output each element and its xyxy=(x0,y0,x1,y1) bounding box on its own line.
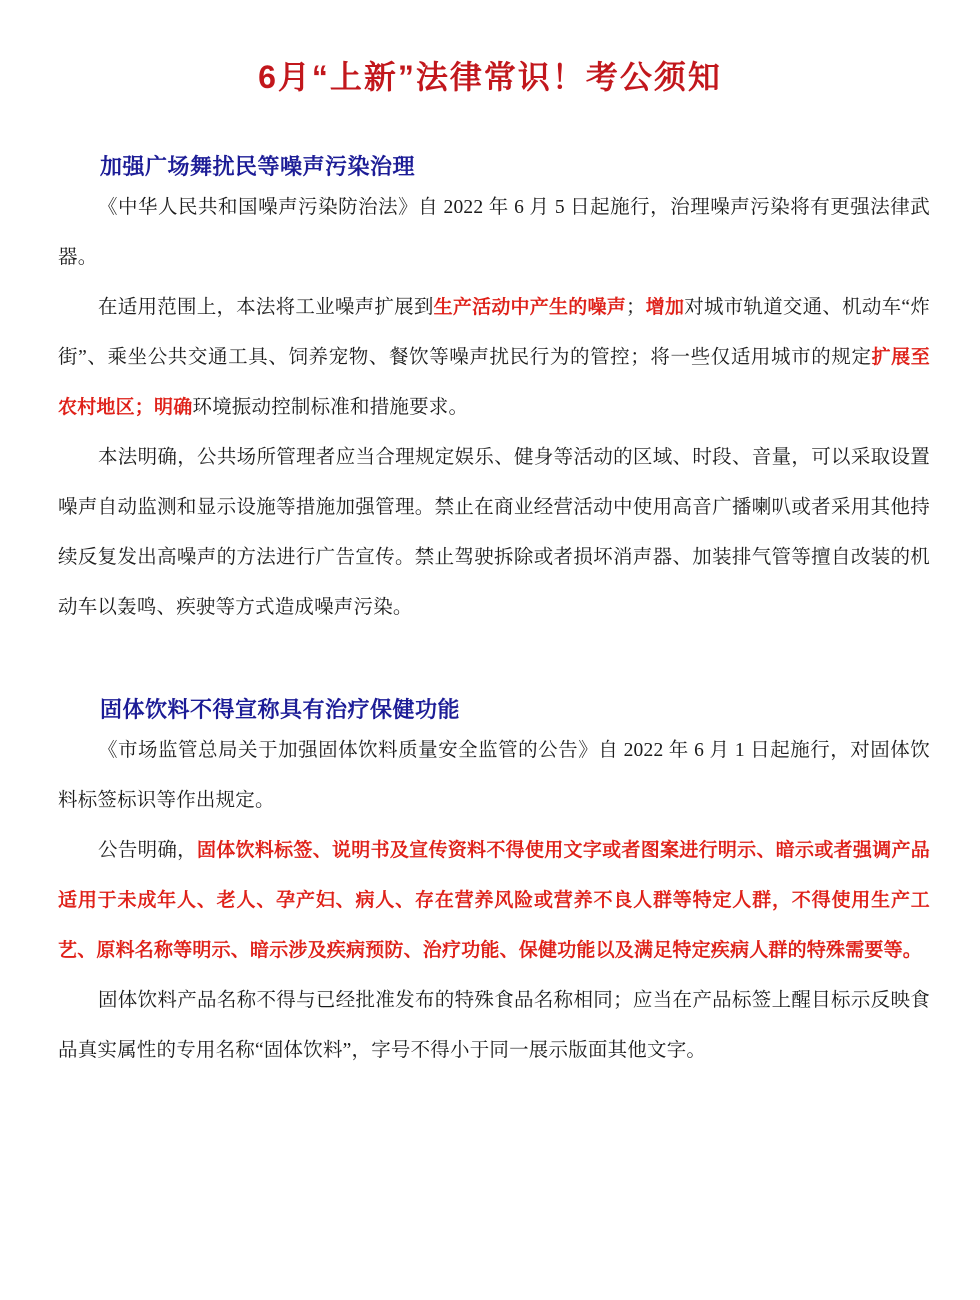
body-text: 固体饮料产品名称不得与已经批准发布的特殊食品名称相同；应当在产品标签上醒目标示反映食品真实属性的专用名称“固体饮料”，字号不得小于同一展示版面其他文字。 xyxy=(58,989,930,1061)
emphasis-text: 固体饮料标签、说明书及宣传资料不得使用文字或者图案进行明示、暗示或者强调产品适用于未成年人、老人、孕产妇、病人、存在营养风险或营养不良人群等特定人群，不得使用生产工艺、原料名称等明示、暗示涉及疾病预防、治疗功能、保健功能以及满足特定疾病人群的特殊需要等。 xyxy=(58,839,930,961)
emphasis-text: 扩展至农村地区；明确 xyxy=(58,347,930,419)
body-text: 公告明确， xyxy=(98,839,197,861)
page-title: 6月“上新”法律常识！考公须知 xyxy=(258,59,722,95)
paragraph-noise-law-public-venues xyxy=(58,433,930,633)
document-body xyxy=(0,152,980,1076)
emphasis-text: 增加 xyxy=(645,297,685,319)
paragraph-noise-law-scope xyxy=(58,283,930,433)
body-text: 对城市轨道交通、机动车“炸街”、乘坐公共交通工具、饲养宠物、餐饮等噪声扰民行为的管控；将一些仅适用城市的规定 xyxy=(58,297,930,369)
paragraph-noise-law-effective-date xyxy=(58,183,930,283)
section-heading-solid-beverage: 固体饮料不得宣称具有治疗保健功能 xyxy=(100,697,461,723)
body-text: ； xyxy=(626,297,646,319)
emphasis-text: 生产活动中产生的噪声 xyxy=(433,297,626,319)
section-heading-noise-pollution: 加强广场舞扰民等噪声污染治理 xyxy=(100,154,416,180)
body-text: 环境振动控制标准和措施要求。 xyxy=(192,397,469,419)
body-text: 《中华人民共和国噪声污染防治法》自 2022 年 6 月 5 日起施行，治理噪声污染将有更强法律武器。 xyxy=(58,197,930,269)
paragraph-beverage-label-restrictions xyxy=(58,826,930,976)
body-text: 本法明确，公共场所管理者应当合理规定娱乐、健身等活动的区域、时段、音量，可以采取设置噪声自动监测和显示设施等措施加强管理。禁止在商业经营活动中使用高音广播喇叭或者采用其他持续反复发出高噪声的方法进行广告宣传。禁止驾驶拆除或者损坏消声器、加装排气管等擅自改装的机动车以轰鸣、疾驶等方式造成噪声污染。 xyxy=(58,447,930,619)
paragraph-beverage-announcement-date xyxy=(58,726,930,826)
body-text: 在适用范围上，本法将工业噪声扩展到 xyxy=(98,297,434,319)
paragraph-beverage-product-name xyxy=(58,976,930,1076)
body-text: 《市场监管总局关于加强固体饮料质量安全监管的公告》自 2022 年 6 月 1 日起施行，对固体饮料标签标识等作出规定。 xyxy=(58,739,930,811)
